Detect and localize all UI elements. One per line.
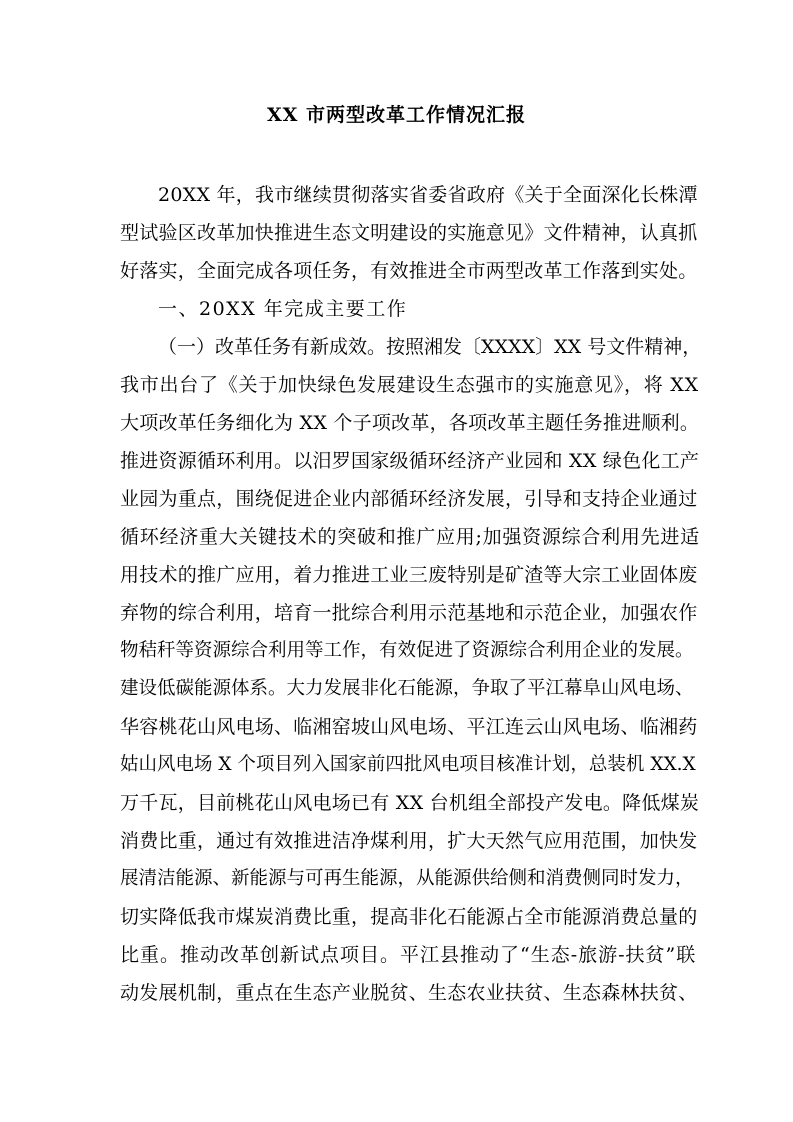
paragraph-line: 展清洁能源、新能源与可再生能源，从能源供给侧和消费侧同时发力， bbox=[120, 868, 694, 889]
paragraph-line: 大项改革任务细化为 XX 个子项改革，各项改革主题任务推进顺利。 bbox=[120, 412, 700, 434]
paragraph-line: 循环经济重大关键技术的突破和推广应用;加强资源综合利用先进适 bbox=[120, 526, 700, 548]
paragraph-line: 比重。推动改革创新试点项目。平江县推动了“生态-旅游-扶贫”联 bbox=[120, 944, 697, 966]
paragraph-line: 万千瓦，目前桃花山风电场已有 XX 台机组全部投产发电。降低煤炭 bbox=[120, 792, 700, 814]
paragraph-line: 20XX 年，我市继续贯彻落实省委省政府《关于全面深化长株潭 bbox=[158, 184, 698, 206]
paragraph-line: 消费比重，通过有效推进洁净煤利用，扩大天然气应用范围，加快发 bbox=[120, 830, 698, 852]
section-heading: 一、20XX 年完成主要工作 bbox=[158, 298, 408, 320]
paragraph-line: 业园为重点，围绕促进企业内部循环经济发展，引导和支持企业通过 bbox=[120, 488, 698, 510]
paragraph-line: （一）改革任务有新成效。按照湘发〔XXXX〕XX 号文件精神， bbox=[158, 336, 702, 358]
paragraph-line: 我市出台了《关于加快绿色发展建设生态强市的实施意见》，将 XX bbox=[120, 374, 699, 396]
paragraph-line: 型试验区改革加快推进生态文明建设的实施意见》文件精神，认真抓 bbox=[120, 222, 698, 244]
paragraph-line: 弃物的综合利用，培育一批综合利用示范基地和示范企业，加强农作 bbox=[120, 602, 698, 624]
document-title: XX 市两型改革工作情况汇报 bbox=[266, 104, 527, 126]
paragraph-line: 用技术的推广应用，着力推进工业三废特别是矿渣等大宗工业固体废 bbox=[120, 564, 698, 586]
paragraph-line: 切实降低我市煤炭消费比重，提高非化石能源占全市能源消费总量的 bbox=[120, 906, 698, 928]
paragraph-line: 华容桃花山风电场、临湘窑坡山风电场、平江连云山风电场、临湘药 bbox=[120, 716, 698, 738]
paragraph-line: 建设低碳能源体系。大力发展非化石能源，争取了平江幕阜山风电场、 bbox=[120, 678, 694, 699]
paragraph-line: 推进资源循环利用。以汨罗国家级循环经济产业园和 XX 绿色化工产 bbox=[120, 450, 700, 472]
paragraph-line: 姑山风电场 X 个项目列入国家前四批风电项目核准计划，总装机 XX.X bbox=[120, 754, 696, 775]
paragraph-line: 物秸秆等资源综合利用等工作，有效促进了资源综合利用企业的发展。 bbox=[120, 640, 694, 661]
paragraph-line: 好落实，全面完成各项任务，有效推进全市两型改革工作落到实处。 bbox=[120, 260, 698, 282]
paragraph-line: 动发展机制，重点在生态产业脱贫、生态农业扶贫、生态森林扶贫、 bbox=[120, 982, 698, 1004]
